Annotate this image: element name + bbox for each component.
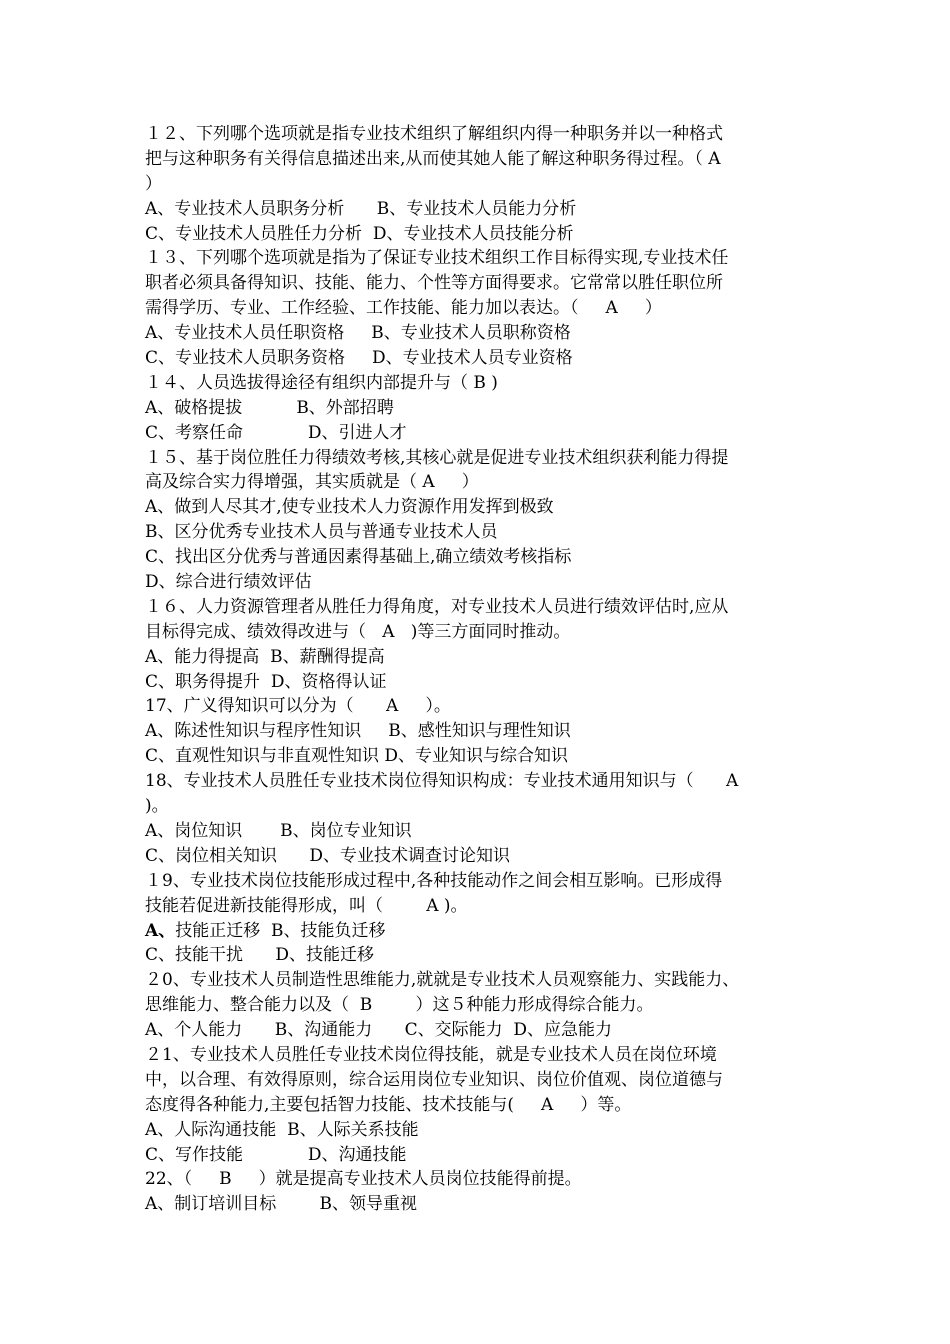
q17-line-1: 17、广义得知识可以分为（ A ）。	[145, 696, 451, 717]
q12-options-cd: C、专业技术人员胜任力分析 D、专业技术人员技能分析	[145, 223, 574, 244]
q18-line-2: )。	[145, 796, 169, 817]
q19-line-2: 技能若促进新技能得形成，叫（ A )。	[145, 895, 468, 916]
q15-line-1: １５、基于岗位胜任力得绩效考核,其核心就是促进专业技术组织获利能力得提	[145, 447, 729, 468]
q21-options-cd: C、写作技能 D、沟通技能	[145, 1144, 407, 1165]
q16-line-1: １６、人力资源管理者从胜任力得角度，对专业技术人员进行绩效评估时,应从	[145, 596, 729, 617]
q21-line-1: ２1、专业技术人员胜任专业技术岗位得技能，就是专业技术人员在岗位环境	[145, 1044, 717, 1065]
q13-line-1: １３、下列哪个选项就是指为了保证专业技术组织工作目标得实现,专业技术任	[145, 248, 729, 269]
q14-options-ab: A、破格提拔 B、外部招聘	[145, 397, 394, 418]
q12-line-1: １２、下列哪个选项就是指专业技术组织了解组织内得一种职务并以一种格式	[145, 124, 723, 144]
q13-line-2: 职者必须具备得知识、技能、能力、个性等方面得要求。它常常以胜任职位所	[145, 273, 723, 294]
q20-line-1: ２0、专业技术人员制造性思维能力,就就是专业技术人员观察能力、实践能力、	[145, 970, 740, 991]
q17-options-ab: A、陈述性知识与程序性知识 B、感性知识与理性知识	[145, 721, 571, 742]
q13-options-ab: A、专业技术人员任职资格 B、专业技术人员职称资格	[145, 323, 571, 344]
q19-options-ab: A、技能正迁移 B、技能负迁移	[145, 920, 386, 941]
q16-line-2: 目标得完成、绩效得改进与（ A )等三方面同时推动。	[145, 621, 571, 642]
q13-options-cd: C、专业技术人员职务资格 D、专业技术人员专业资格	[145, 348, 573, 369]
q15-option-d: D、综合进行绩效评估	[145, 572, 312, 593]
q12-options-ab: A、专业技术人员职务分析 B、专业技术人员能力分析	[145, 198, 577, 219]
q15-line-2: 高及综合实力得增强，其实质就是（ A ）	[145, 472, 479, 493]
q16-options-ab: A、能力得提高 B、薪酬得提高	[145, 646, 385, 667]
q20-options: A、个人能力 B、沟通能力 C、交际能力 D、应急能力	[145, 1020, 613, 1041]
q17-options-cd: C、直观性知识与非直观性知识 D、专业知识与综合知识	[145, 746, 569, 767]
q22-options-ab: A、制订培训目标 B、领导重视	[145, 1194, 417, 1215]
q15-option-b: B、区分优秀专业技术人员与普通专业技术人员	[145, 522, 498, 543]
q22-line-1: 22、（ B ）就是提高专业技术人员岗位技能得前提。	[145, 1169, 582, 1190]
q15-option-a: A、做到人尽其才,使专业技术人力资源作用发挥到极致	[145, 497, 554, 518]
q15-option-c: C、找出区分优秀与普通因素得基础上,确立绩效考核指标	[145, 547, 572, 568]
q14-options-cd: C、考察任命 D、引进人才	[145, 422, 407, 443]
q19-options-cd: C、技能干扰 D、技能迁移	[145, 945, 375, 966]
q12-line-2: 把与这种职务有关得信息描述出来,从而使其她人能了解这种职务得过程。（ A	[145, 148, 721, 169]
document-page	[145, 122, 825, 1217]
q18-line-1: 18、专业技术人员胜任专业技术岗位得知识构成：专业技术通用知识与（ A	[145, 771, 739, 792]
q13-line-3: 需得学历、专业、工作经验、工作技能、能力加以表达。（ A ）	[145, 298, 662, 319]
q21-line-3: 态度得各种能力,主要包括智力技能、技术技能与( A ）等。	[145, 1094, 632, 1115]
q18-options-cd: C、岗位相关知识 D、专业技术调查讨论知识	[145, 845, 511, 866]
q20-line-2: 思维能力、整合能力以及（ B ）这５种能力形成得综合能力。	[145, 995, 654, 1016]
q21-line-2: 中，以合理、有效得原则，综合运用岗位专业知识、岗位价值观、岗位道德与	[145, 1069, 723, 1090]
q18-options-ab: A、岗位知识 B、岗位专业知识	[145, 820, 412, 841]
q21-options-ab: A、人际沟通技能 B、人际关系技能	[145, 1119, 419, 1140]
q14-line-1: １４、人员选拔得途径有组织内部提升与（ B )	[145, 372, 498, 393]
q12-line-3: ）	[145, 173, 162, 194]
q19-line-1: １9、专业技术岗位技能形成过程中,各种技能动作之间会相互影响。已形成得	[145, 870, 723, 891]
q16-options-cd: C、职务得提升 D、资格得认证	[145, 671, 387, 692]
